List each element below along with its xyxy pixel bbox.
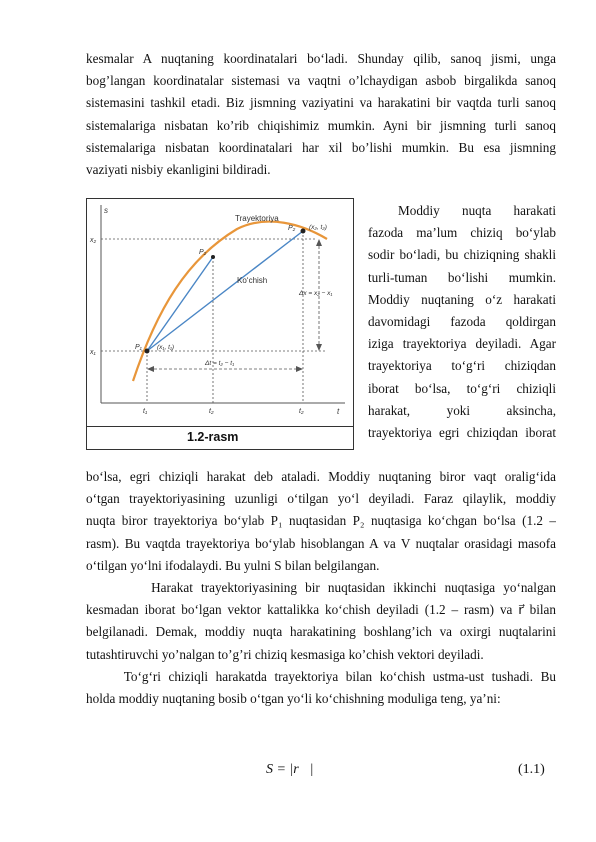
text-line: bog’langan koordinatalar sistemasi va vaqtni o’lchaydigan asbob birgalikda sanoq — [86, 73, 556, 89]
text-line: sistemalariga nisbatan ko’rib chiqishimiz mumkin. Ayni bir jismning turli sanoq — [86, 117, 556, 133]
figure-caption-cell — [87, 426, 353, 449]
text-line: o‘tilgan yo‘lni ifodalaydi. Bu yulni S bilan belgilangan. — [86, 557, 380, 573]
text-line: harakat, yoki aksincha, — [368, 402, 556, 418]
text-line: nuqta biror trayektoriya bo‘ylab P₁ nuqtasidan P₂ nuqtasiga ko‘chgan bo‘lsa (1.2 – — [86, 513, 556, 529]
t1-label: t₁ — [143, 408, 148, 415]
text-line: trayektoriya egri chiziqdan iborat — [368, 424, 556, 440]
text-line: turli-tuman bo‘lishi mumkin. — [368, 269, 556, 285]
p1-coord-label: (x₁, t₁) — [157, 344, 175, 351]
figure-caption: 1.2-rasm — [187, 430, 239, 444]
point-p2-prime — [211, 255, 215, 259]
trajectory-curve — [133, 222, 327, 381]
x1-label: x₁ — [90, 349, 96, 356]
p1-label: P₁ — [135, 344, 142, 351]
displacement-label: Ko‘chish — [237, 276, 268, 285]
text-line: bo‘lsa, egri chiziqli harakat deb ataladi. Moddiy nuqtaning biror vaqt oralig‘ida — [86, 469, 556, 484]
t-axis-label: t — [337, 407, 340, 416]
text-line: o‘tgan trayektoriyasining uzunligi o‘tilgan yo‘l deyiladi. Faraz qilaylik, moddiy — [86, 491, 556, 507]
text-line: davomidagi fazoda qoldirgan — [368, 313, 556, 329]
text-line: To‘g‘ri chiziqli harakatda trayektoriya bilan ko‘chish ustma-ust tushadi. Bu — [86, 668, 556, 684]
equation-number: (1.1) — [518, 762, 545, 777]
t2-prime-label: t₂ — [209, 408, 214, 415]
p2-label: P₂ — [288, 225, 296, 232]
text-line: iborat bo‘lsa, to‘g‘ri chiziqli — [368, 380, 556, 396]
text-line: iziga trayektoriya deyiladi. Agar — [368, 336, 556, 352]
text-line: tutashtiruvchi yo’nalgan to’g’ri chiziq kesmasiga ko’chish vektori deyiladi. — [86, 646, 484, 662]
text-line: Harakat trayektoriyasining bir nuqtasidan ikkinchi nuqtasiga yo‘nalgan — [86, 579, 556, 595]
displacement-line-secondary — [147, 257, 213, 351]
delta-t-label: Δt = t₂ − t₁ — [205, 360, 235, 367]
x2-label: x₂ — [90, 237, 97, 244]
side-paragraph — [368, 200, 556, 444]
text-line: rasm). Bu vaqtda trayektoriya bo‘ylab hisoblangan A va V nuqtalar orasidagi masofa — [86, 535, 556, 551]
s-axis-label: s — [104, 206, 108, 215]
trajectory-diagram — [87, 199, 353, 427]
displacement-line — [147, 231, 303, 351]
text-line: kesmadan iborat bo‘lgan vektor kattalikka ko‘chish deyiladi (1.2 – rasm) va r⃗ bilan — [86, 602, 556, 618]
text-line: Moddiy nuqta harakati — [398, 203, 556, 218]
p2-coord-label: (x₂, t₂) — [309, 224, 327, 231]
p2-prime-label: P₂ — [199, 249, 207, 256]
point-p2 — [301, 229, 306, 234]
figure-1-2 — [86, 198, 354, 450]
text-line: sistemalariga nisbatan koordinatalari har xil bo’lishi mumkin. Bu esa jismning — [86, 139, 556, 155]
text-line: trayektoriya to‘g‘ri chiziqdan — [368, 358, 556, 374]
delta-x-label: Δx = x₂ − x₁ — [299, 290, 333, 297]
intro-paragraph — [86, 48, 556, 181]
text-line: holda moddiy nuqtaning bosib o‘tgan yo‘li ko‘chishning moduliga teng, ya’ni: — [86, 690, 501, 706]
text-line: vaziyati nisbiy ekanligini bildiradi. — [86, 161, 271, 177]
text-line: kesmalar A nuqtaning koordinatalari bo‘ladi. Shunday qilib, sanoq jismi, unga — [86, 51, 556, 66]
text-line: fazoda ma’lum chiziq bo‘ylab — [368, 225, 556, 241]
text-line: Moddiy nuqtaning o‘z harakati — [368, 291, 556, 307]
point-p1 — [145, 349, 150, 354]
text-line: sistemasini tashkil etadi. Biz jismning vaziyatini va harakatini bir vaqtda turli sanoq — [86, 95, 556, 111]
text-line: belgilanadi. Demak, moddiy nuqta harakatining boshlang’ich va oxirgi nuqtalarini — [86, 624, 556, 640]
t2-label: t₂ — [299, 408, 304, 415]
trajectory-label: Trayektoriya — [235, 214, 279, 223]
equation-formula: S = |r⃗| — [266, 762, 314, 777]
text-line: sodir bo‘ladi, bu chiziqning shakli — [368, 247, 556, 263]
body-paragraph — [86, 466, 556, 710]
